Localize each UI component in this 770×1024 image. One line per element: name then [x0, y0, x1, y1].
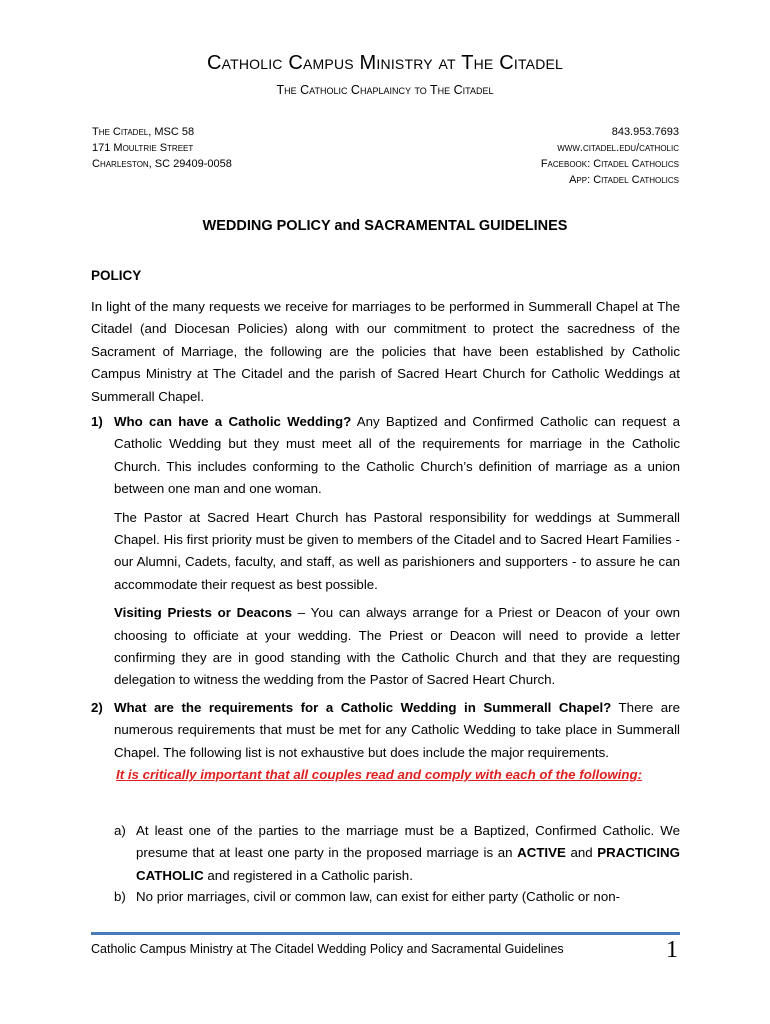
address-line: The Citadel, MSC 58	[92, 126, 195, 138]
sub-item-letter: a)	[114, 823, 126, 838]
item-answer: There are numerous requirements that must be met for any Catholic Wedding to take place in Summerall Chapel. The following list is not exhaustive but does include the major requirements.	[114, 700, 680, 760]
policy-heading: POLICY	[91, 268, 142, 283]
facebook-handle: Facebook: Citadel Catholics	[540, 158, 679, 170]
visiting-clergy-lead: Visiting Priests or Deacons	[114, 605, 293, 621]
item-question: What are the requirements for a Catholic Wedding in Summerall Chapel?	[114, 700, 612, 715]
sub-item-letter: b)	[114, 889, 126, 904]
contact-info	[541, 124, 679, 188]
phone-number: 843.953.7693	[611, 126, 679, 138]
item-paragraph	[114, 697, 680, 764]
page-number: 1	[666, 937, 678, 963]
document-title: WEDDING POLICY and SACRAMENTAL GUIDELINES	[202, 218, 568, 234]
address-line: Charleston, SC 29409-0058	[92, 158, 232, 170]
ministry-title: Catholic Campus Ministry at The Citadel	[206, 52, 564, 74]
app-name: App: Citadel Catholics	[569, 174, 679, 186]
intro-paragraph: In light of the many requests we receive for marriages to be performed in Summerall Chapel at The Citadel (and Diocesan Policies) along with our commitment to protect the sacredness of the Sacrament of Marriage, the following are the policies that have been established by Catholic Campus Ministry at The Citadel and the parish of Sacred Heart Church for Catholic Weddings at Summerall Chapel.	[91, 299, 680, 404]
item-paragraph	[114, 602, 680, 692]
ministry-subtitle: The Catholic Chaplaincy to The Citadel	[276, 83, 494, 97]
footer-rule	[91, 932, 680, 935]
item-number: 2)	[91, 700, 103, 715]
item-number: 1)	[91, 414, 103, 429]
address-line: 171 Moultrie Street	[92, 142, 194, 154]
website-link[interactable]: www.citadel.edu/catholic	[557, 142, 679, 154]
sub-item-b	[114, 886, 680, 908]
sub-item-a	[114, 820, 680, 887]
list-item-2	[91, 697, 680, 787]
list-item-1	[91, 411, 680, 692]
sub-item-text: At least one of the parties to the marriage must be a Baptized, Confirmed Catholic. We presume that at least one party in the proposed marriage is an ACTIVE and PRACTICING CATHOLIC and registered in a Catholic parish.	[136, 823, 680, 883]
sub-item-text: No prior marriages, civil or common law, can exist for either party (Catholic or non-	[136, 889, 621, 904]
item-question: Who can have a Catholic Wedding?	[114, 414, 352, 429]
mailing-address	[92, 124, 232, 172]
critical-notice: It is critically important that all couples read and comply with each of the following:	[116, 767, 643, 783]
item-answer: Any Baptized and Confirmed Catholic can request a Catholic Wedding but they must meet all of the requirements for marriage in the Catholic Church. This includes conforming to the Catholic Church’s definition of marriage as a union between one man and one woman.	[114, 414, 680, 497]
item-paragraph: The Pastor at Sacred Heart Church has Pastoral responsibility for weddings at Summerall Chapel. His first priority must be given to members of the Citadel and to Sacred Heart Families - our Alumni, Cadets, faculty, and staff, as well as parishioners and supporters - to assure he can accommodate their request as best possible.	[114, 509, 680, 592]
item-paragraph	[114, 411, 680, 501]
footer-text: Catholic Campus Ministry at The Citadel Wedding Policy and Sacramental Guidelines	[91, 942, 564, 956]
critical-notice-line	[114, 764, 680, 786]
visiting-clergy-text: – You can always arrange for a Priest or Deacon of your own choosing to officiate at your wedding. The Priest or Deacon will need to provide a letter confirming they are in good standing with the Catholic Church and that they are requesting delegation to witness the wedding from the Pastor of Sacred Heart Church.	[114, 605, 680, 688]
